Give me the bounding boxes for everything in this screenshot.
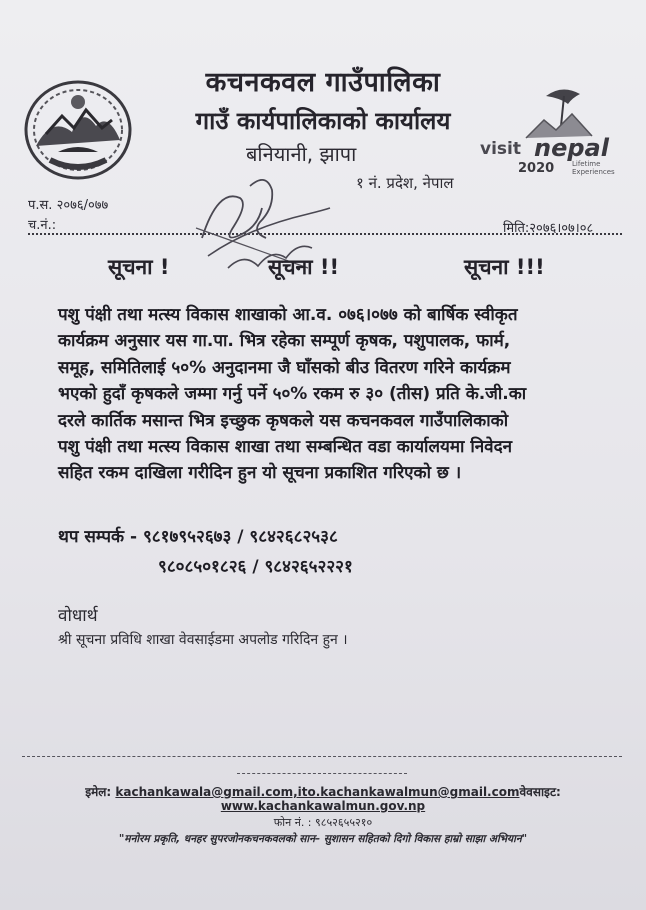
visit-logo-tag2: Experiences xyxy=(572,168,615,176)
website-label: वेवसाइट: xyxy=(519,785,561,799)
visit-logo-year: 2020 xyxy=(518,161,555,176)
office-location: बनियानी, झापा xyxy=(246,142,357,166)
dispatch-number: च.नं.: xyxy=(28,218,57,233)
letter-number: प.स. २०७६/०७७ xyxy=(28,198,109,213)
contact-line-1: थप सम्पर्क - ९८१७९५२६७३ / ९८४२६८२५३८ xyxy=(58,527,338,547)
body-line: समूह, समितिलाई ५०% अनुदानमा जै घाँसको बीउ वितरण गरिने कार्यक्रम xyxy=(58,357,511,378)
footer-divider xyxy=(22,756,622,757)
visit-logo-word1: visit xyxy=(480,139,521,159)
footer-phone: फोन नं. : ९८५२६५५२१० xyxy=(273,816,373,829)
footer-slogan: "मनोरम प्रकृति, धनहर सुपरजोनकचनकवलको सान– सुशासन सहितको दिगो विकास हाम्रो साझा अभियान" xyxy=(118,833,528,845)
notice-title-2: सूचना !! xyxy=(268,255,340,279)
body-line: पशु पंक्षी तथा मत्स्य विकास शाखा तथा सम्बन्धित वडा कार्यालयमा निवेदन xyxy=(58,437,513,458)
cc-title: वोधार्थ xyxy=(58,606,98,626)
visit-logo-word2: nepal xyxy=(534,134,609,162)
org-name: कचनकवल गाउँपालिका xyxy=(205,67,441,98)
email-label: इमेल: xyxy=(85,785,112,799)
body-line: भएको हुदाँ कृषकले जम्मा गर्नु पर्ने ५०% रकम रु ३० (तीस) प्रति के.जी.का xyxy=(58,384,527,405)
body-line: कार्यक्रम अनुसार यस गा.पा. भित्र रहेका सम्पूर्ण कृषक, पशुपालक, फार्म, xyxy=(58,331,511,352)
visit-logo-tag1: Lifetime xyxy=(572,160,601,168)
letter-date: मिति:२०७६।०७।०८ xyxy=(503,221,594,236)
footer-short-divider xyxy=(237,773,407,774)
website-link[interactable]: www.kachankawalmun.gov.np xyxy=(220,799,426,813)
body-line: सहित रकम दाखिला गरीदिन हुन यो सूचना प्रकाशित गरिएको छ । xyxy=(58,463,462,484)
cc-line: श्री सूचना प्रविधि शाखा वेवसाईडमा अपलोड गरिदिन हुन । xyxy=(58,632,348,648)
footer-email-row xyxy=(0,783,646,800)
office-name: गाउँ कार्यपालिकाको कार्यालय xyxy=(195,107,451,135)
notice-title-1: सूचना ! xyxy=(108,255,170,279)
email-link[interactable]: kachankawala@gmail.com,ito.kachankawalmun@gmail.com xyxy=(115,785,520,799)
notice-body xyxy=(58,302,598,487)
province-line: १ नं. प्रदेश, नेपाल xyxy=(356,174,454,192)
contact-line-2: ९८०८५०१८२६ / ९८४२६५२२२१ xyxy=(158,557,353,577)
contact-block xyxy=(58,522,353,582)
footer-website-row xyxy=(0,799,646,813)
body-line: दरले कार्तिक मसान्त भित्र इच्छुक कृषकले यस कचनकवल गाउँपालिकाको xyxy=(58,410,509,431)
body-line: पशु पंक्षी तथा मत्स्य विकास शाखाको आ.व. ०७६।०७७ को बार्षिक स्वीकृत xyxy=(58,305,518,325)
notice-title-3: सूचना !!! xyxy=(464,255,545,279)
